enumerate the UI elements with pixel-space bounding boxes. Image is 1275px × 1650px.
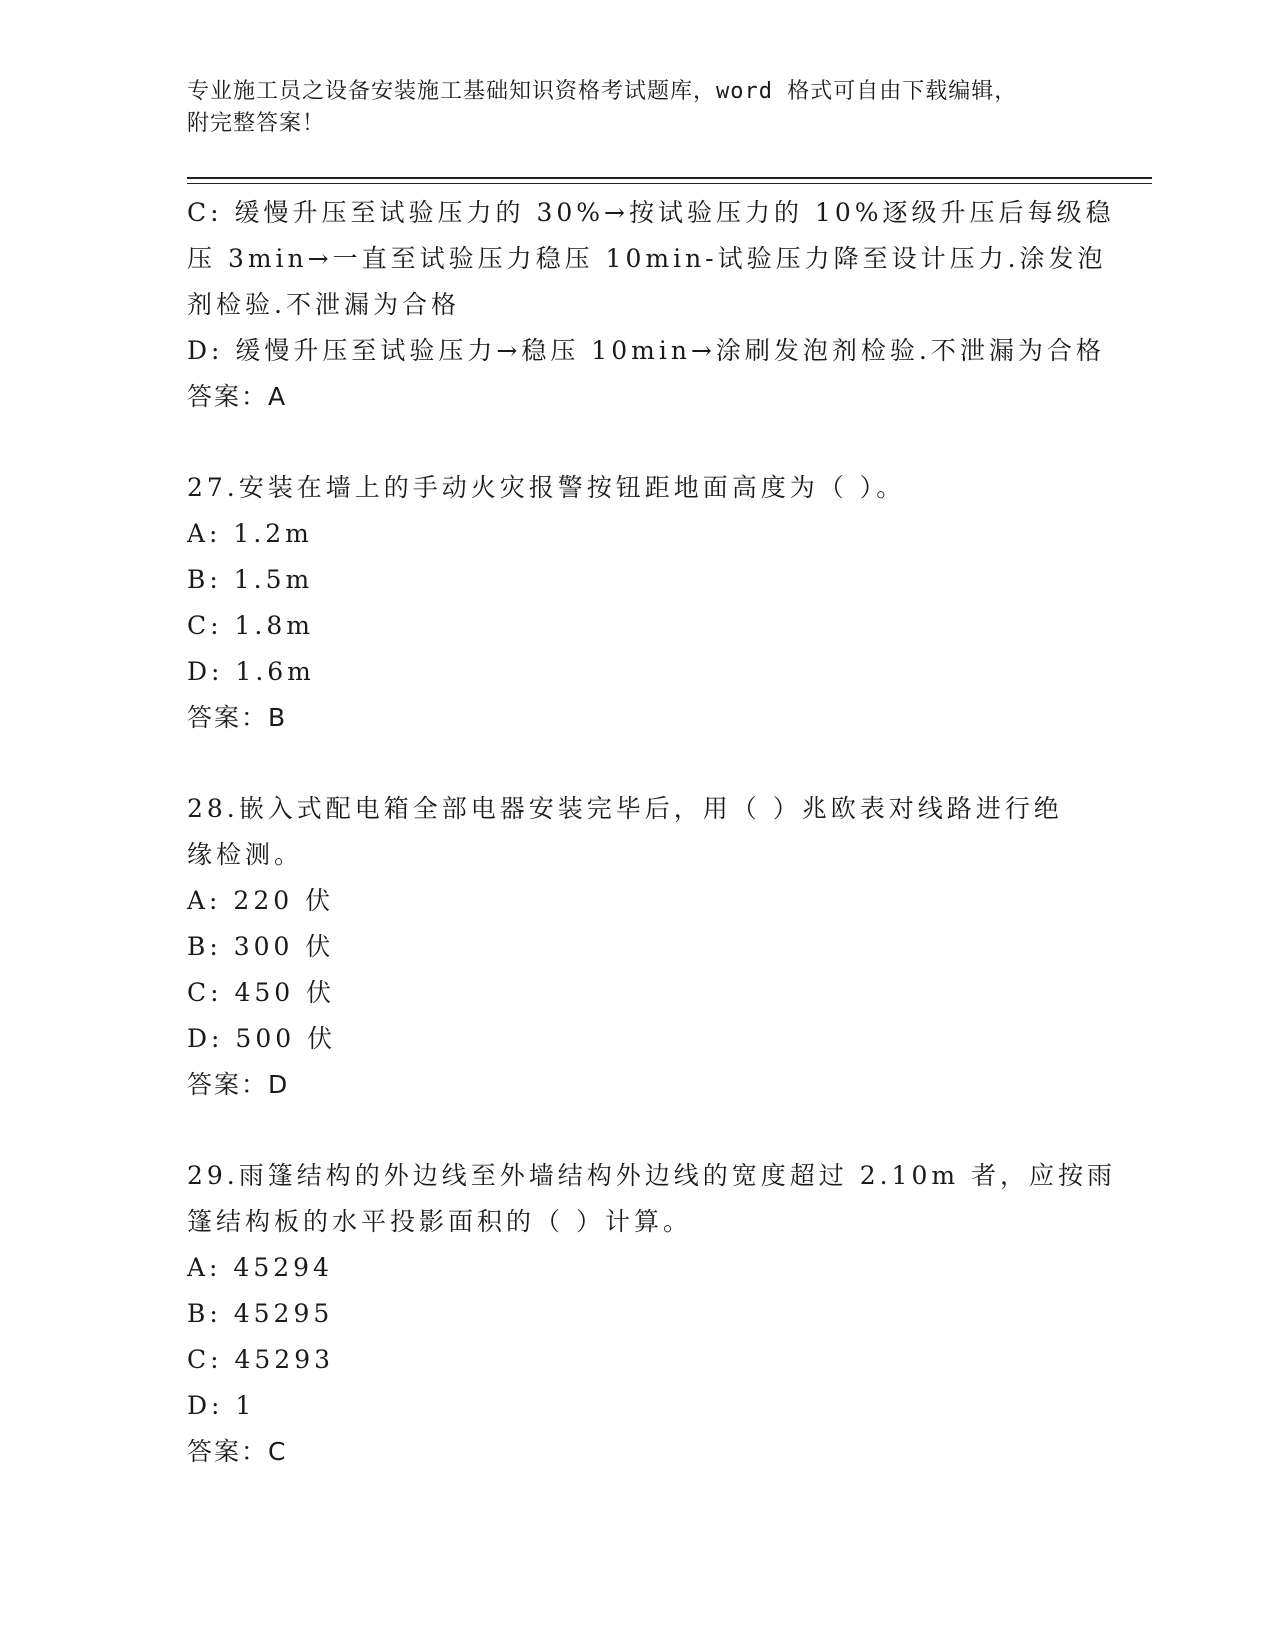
- question-text-line-1: 29.雨篷结构的外边线至外墙结构外边线的宽度超过 2.10m 者，应按雨: [187, 1161, 1117, 1190]
- option-c: C: 45293: [187, 1345, 335, 1374]
- question-text-line-2: 缘检测。: [187, 840, 304, 869]
- header-line-2: 附完整答案！: [187, 111, 326, 136]
- question-text-line-2: 篷结构板的水平投影面积的（ ）计算。: [187, 1207, 692, 1236]
- spacer: [187, 741, 1087, 786]
- option-b: B: 1.5m: [187, 565, 314, 594]
- option-a: A: 45294: [187, 1253, 333, 1282]
- question-content: [187, 190, 1117, 1475]
- option-d: D: 1.6m: [187, 657, 315, 686]
- header-divider-thick: [187, 177, 1152, 179]
- spacer: [187, 1108, 1087, 1153]
- answer-line: 答案：D: [187, 1070, 290, 1099]
- document-header: [187, 76, 1087, 140]
- continued-question: [187, 190, 1115, 420]
- question-27: [187, 465, 1087, 741]
- answer-line: 答案：C: [187, 1437, 288, 1466]
- answer-line: 答案：A: [187, 382, 288, 411]
- option-c: C: 1.8m: [187, 611, 314, 640]
- option-a: A: 1.2m: [187, 519, 313, 548]
- answer-line: 答案：B: [187, 703, 288, 732]
- option-c-line-2: 压 3min→一直至试验压力稳压 10min-试验压力降至设计压力.涂发泡: [187, 244, 1107, 273]
- option-d: D: 500 伏: [187, 1024, 337, 1053]
- option-d: D: 缓慢升压至试验压力→稳压 10min→涂刷发泡剂检验.不泄漏为合格: [187, 336, 1105, 365]
- question-text-line-1: 28.嵌入式配电箱全部电器安装完毕后，用（ ）兆欧表对线路进行绝: [187, 794, 1063, 823]
- option-b: B: 45295: [187, 1299, 334, 1328]
- question-28: [187, 786, 1087, 1108]
- option-c-line-1: C: 缓慢升压至试验压力的 30%→按试验压力的 10%逐级升压后每级稳: [187, 198, 1115, 227]
- option-d: D: 1: [187, 1391, 256, 1420]
- option-b: B: 300 伏: [187, 932, 335, 961]
- header-divider-thin: [187, 183, 1152, 184]
- option-c-line-3: 剂检验.不泄漏为合格: [187, 290, 460, 319]
- option-a: A: 220 伏: [187, 886, 335, 915]
- option-c: C: 450 伏: [187, 978, 336, 1007]
- header-line-1: 专业施工员之设备安装施工基础知识资格考试题库，word 格式可自由下载编辑，: [187, 79, 1018, 104]
- question-29: [187, 1153, 1117, 1475]
- spacer: [187, 420, 1087, 465]
- question-text: 27.安装在墙上的手动火灾报警按钮距地面高度为（ ）。: [187, 473, 906, 502]
